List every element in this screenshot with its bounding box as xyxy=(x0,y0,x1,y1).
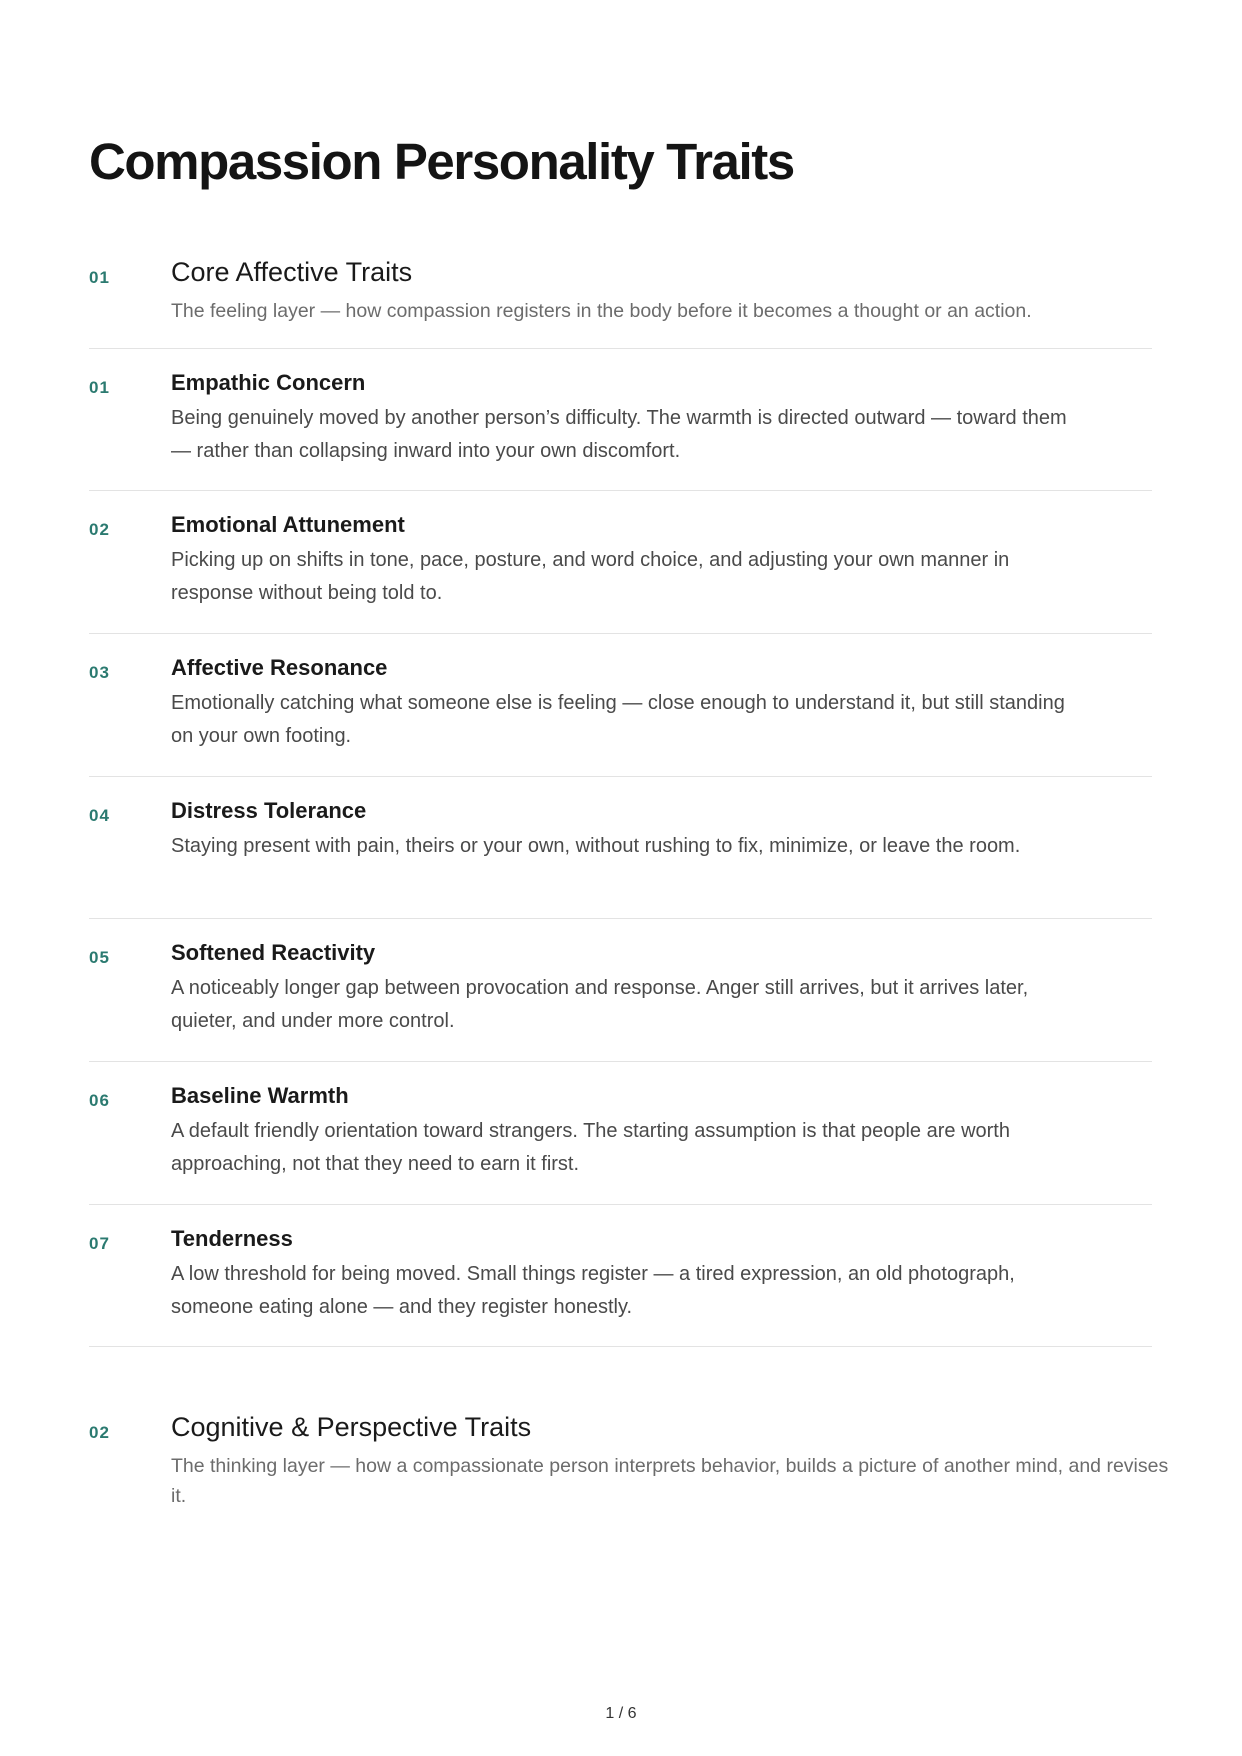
divider xyxy=(89,1061,1152,1062)
section-description: The thinking layer — how a compassionate person interprets behavior, builds a picture of another mind, and revises it. xyxy=(171,1455,1169,1508)
trait-description: Picking up on shifts in tone, pace, posture, and word choice, and adjusting your own manner in response without being told to. xyxy=(171,549,1010,605)
trait-description: Staying present with pain, theirs or your own, without rushing to fix, minimize, or leave the room. xyxy=(171,835,1021,858)
trait-title: Affective Resonance xyxy=(171,655,388,680)
divider xyxy=(89,1346,1152,1347)
divider xyxy=(89,490,1152,491)
trait-number: 07 xyxy=(89,1234,110,1253)
divider xyxy=(89,918,1152,919)
trait-number: 06 xyxy=(89,1091,110,1110)
trait-description: Emotionally catching what someone else is feeling — close enough to understand it, but still standing on your own footing. xyxy=(171,692,1065,748)
divider xyxy=(89,1204,1152,1205)
section-title: Core Affective Traits xyxy=(171,257,413,287)
trait-description: A default friendly orientation toward strangers. The starting assumption is that people are worth approaching, not that they need to earn it first. xyxy=(171,1120,1010,1176)
trait-title: Empathic Concern xyxy=(171,370,366,395)
trait-number: 05 xyxy=(89,948,110,967)
trait-description: Being genuinely moved by another person’s difficulty. The warmth is directed outward — toward them — rather than collapsing inward into your own discomfort. xyxy=(171,407,1067,463)
trait-description: A low threshold for being moved. Small things register — a tired expression, an old photograph, someone eating alone — and they register honestly. xyxy=(171,1263,1015,1319)
section-title: Cognitive & Perspective Traits xyxy=(171,1412,532,1442)
divider xyxy=(89,348,1152,349)
trait-title: Emotional Attunement xyxy=(171,512,405,537)
trait-number: 01 xyxy=(89,378,110,397)
trait-number: 04 xyxy=(89,806,110,825)
divider xyxy=(89,633,1152,634)
trait-title: Softened Reactivity xyxy=(171,940,376,965)
page-title: Compassion Personality Traits xyxy=(89,133,794,190)
trait-number: 03 xyxy=(89,663,110,682)
trait-title: Baseline Warmth xyxy=(171,1083,349,1108)
trait-number: 02 xyxy=(89,520,110,539)
trait-title: Tenderness xyxy=(171,1226,293,1251)
trait-title: Distress Tolerance xyxy=(171,798,367,823)
trait-description: A noticeably longer gap between provocation and response. Anger still arrives, but it arrives later, quieter, and under more control. xyxy=(171,977,1029,1033)
divider xyxy=(89,776,1152,777)
section-number: 01 xyxy=(89,268,110,287)
page-indicator: 1 / 6 xyxy=(605,1705,637,1722)
section-number: 02 xyxy=(89,1423,110,1442)
section-description: The feeling layer — how compassion registers in the body before it becomes a thought or an action. xyxy=(171,300,1032,323)
